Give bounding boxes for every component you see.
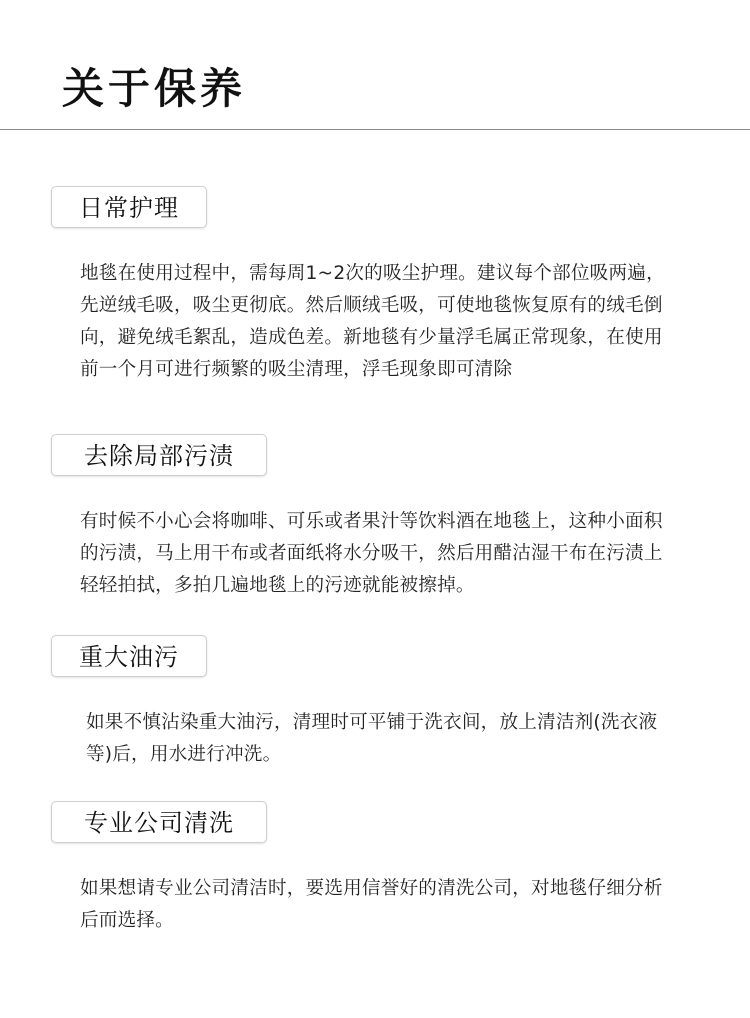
section-tag: 专业公司清洗 bbox=[51, 801, 267, 843]
header-divider bbox=[0, 129, 750, 130]
section-text: 如果想请专业公司清洁时，要选用信誉好的清洗公司，对地毯仔细分析后而选择。 bbox=[80, 878, 663, 931]
section-tag: 重大油污 bbox=[51, 635, 207, 677]
page-title: 关于保养 bbox=[62, 64, 247, 113]
section-text: 有时候不小心会将咖啡、可乐或者果汁等饮料酒在地毯上，这种小面积的污渍，马上用干布或者面纸将水分吸干，然后用醋沽湿干布在污渍上轻轻拍拭，多拍几遍地毯上的污迹就能被擦掉。 bbox=[80, 511, 663, 596]
section-tag: 去除局部污渍 bbox=[51, 434, 267, 476]
section-text: 如果不慎沾染重大油污，清理时可平铺于洗衣间，放上清洁剂(洗衣液等)后，用水进行冲洗。 bbox=[86, 712, 658, 765]
section-text: 地毯在使用过程中，需每周1~2次的吸尘护理。建议每个部位吸两遍，先逆绒毛吸，吸尘更彻底。然后顺绒毛吸，可使地毯恢复原有的绒毛倒向，避免绒毛絮乱，造成色差。新地毯有少量浮毛属正常现象，在使用前一个月可进行频繁的吸尘清理，浮毛现象即可清除 bbox=[80, 263, 665, 380]
section-tag: 日常护理 bbox=[51, 186, 207, 228]
